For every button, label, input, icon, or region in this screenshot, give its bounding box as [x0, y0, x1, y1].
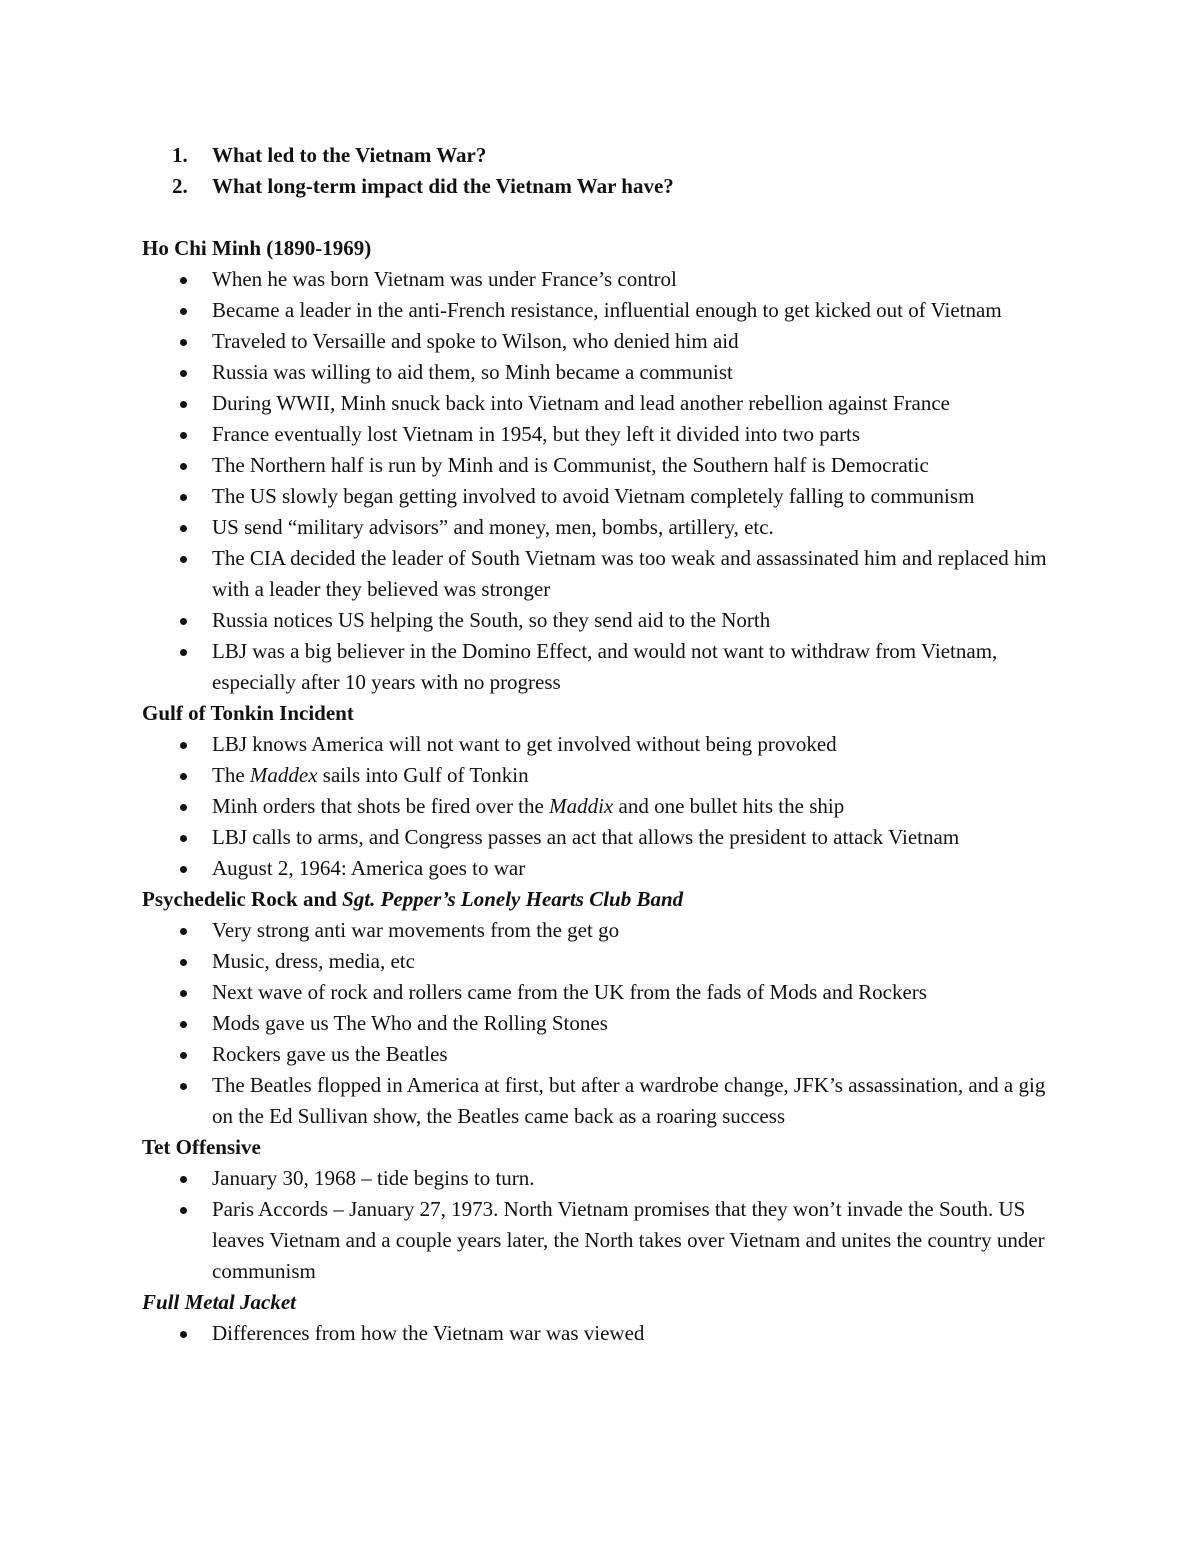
- bullet-list-tet-offensive: [142, 1163, 1102, 1287]
- ship-name: Maddix: [549, 794, 614, 818]
- bullet-item: [142, 1163, 1102, 1194]
- bullet-item: [142, 388, 1102, 419]
- bullet-dot-icon: [180, 804, 187, 811]
- bullet-text: Music, dress, media, etc: [212, 949, 415, 973]
- question-list: [142, 140, 1102, 202]
- bullet-item: [142, 946, 1102, 977]
- bullet-text: Mods gave us The Who and the Rolling Stones: [212, 1011, 608, 1035]
- bullet-text: When he was born Vietnam was under France’s control: [212, 267, 677, 291]
- bullet-text: Rockers gave us the Beatles: [212, 1042, 448, 1066]
- question-item: [142, 171, 1102, 202]
- bullet-dot-icon: [180, 370, 187, 377]
- bullet-item: [142, 543, 1102, 605]
- bullet-item: [142, 605, 1102, 636]
- bullet-dot-icon: [180, 1021, 187, 1028]
- bullet-dot-icon: [180, 308, 187, 315]
- bullet-item: [142, 822, 1102, 853]
- section-heading-ho-chi-minh: Ho Chi Minh (1890-1969): [142, 236, 372, 260]
- bullet-list-full-metal-jacket: [142, 1318, 1102, 1349]
- bullet-dot-icon: [180, 401, 187, 408]
- bullet-dot-icon: [180, 1176, 187, 1183]
- bullet-item: [142, 450, 1102, 481]
- bullet-item: [142, 791, 1102, 822]
- album-title: Sgt. Pepper’s Lonely Hearts Club Band: [342, 887, 684, 911]
- bullet-dot-icon: [180, 866, 187, 873]
- heading-text: Psychedelic Rock and: [142, 887, 343, 911]
- bullet-text: Next wave of rock and rollers came from the UK from the fads of Mods and Rockers: [212, 980, 927, 1004]
- bullet-item: [142, 1008, 1102, 1039]
- bullet-text: The US slowly began getting involved to avoid Vietnam completely falling to communism: [212, 484, 975, 508]
- bullet-text: The: [212, 763, 250, 787]
- bullet-item: [142, 729, 1102, 760]
- bullet-item: [142, 636, 1102, 698]
- bullet-text: Paris Accords – January 27, 1973. North Vietnam promises that they won’t invade the South. US leaves Vietnam and a couple years later, the North takes over Vietnam and unites the country under communism: [212, 1197, 1045, 1283]
- bullet-list-gulf-of-tonkin: [142, 729, 1102, 884]
- bullet-dot-icon: [180, 494, 187, 501]
- bullet-list-psychedelic-rock: [142, 915, 1102, 1132]
- bullet-item: [142, 419, 1102, 450]
- bullet-text: LBJ knows America will not want to get involved without being provoked: [212, 732, 837, 756]
- bullet-text: and one bullet hits the ship: [613, 794, 845, 818]
- bullet-dot-icon: [180, 1331, 187, 1338]
- bullet-item: [142, 481, 1102, 512]
- bullet-text: August 2, 1964: America goes to war: [212, 856, 526, 880]
- bullet-dot-icon: [180, 959, 187, 966]
- section-heading-tet-offensive: Tet Offensive: [142, 1135, 261, 1159]
- notes-content: [142, 233, 1102, 1349]
- bullet-text: Russia notices US helping the South, so they send aid to the North: [212, 608, 771, 632]
- bullet-dot-icon: [180, 990, 187, 997]
- section-heading-psychedelic-rock: [142, 884, 1102, 915]
- question-text: What long-term impact did the Vietnam War have?: [212, 174, 674, 198]
- bullet-item: [142, 915, 1102, 946]
- bullet-list-ho-chi-minh: [142, 264, 1102, 698]
- bullet-dot-icon: [180, 1052, 187, 1059]
- bullet-text: US send “military advisors” and money, men, bombs, artillery, etc.: [212, 515, 774, 539]
- bullet-dot-icon: [180, 339, 187, 346]
- bullet-item: [142, 326, 1102, 357]
- bullet-dot-icon: [180, 618, 187, 625]
- bullet-dot-icon: [180, 1083, 187, 1090]
- bullet-item: [142, 357, 1102, 388]
- section-heading-full-metal-jacket: Full Metal Jacket: [142, 1290, 296, 1314]
- bullet-text: sails into Gulf of Tonkin: [317, 763, 529, 787]
- bullet-item: [142, 1039, 1102, 1070]
- bullet-item: [142, 977, 1102, 1008]
- bullet-dot-icon: [180, 463, 187, 470]
- bullet-item: [142, 760, 1102, 791]
- bullet-text: Russia was willing to aid them, so Minh became a communist: [212, 360, 733, 384]
- section-heading-gulf-of-tonkin: Gulf of Tonkin Incident: [142, 701, 354, 725]
- bullet-dot-icon: [180, 1207, 187, 1214]
- question-item: [142, 140, 1102, 171]
- bullet-item: [142, 1070, 1102, 1132]
- bullet-text: LBJ was a big believer in the Domino Effect, and would not want to withdraw from Vietnam, especially after 10 years with no progress: [212, 639, 998, 694]
- bullet-item: [142, 512, 1102, 543]
- bullet-text: During WWII, Minh snuck back into Vietnam and lead another rebellion against France: [212, 391, 950, 415]
- bullet-text: Very strong anti war movements from the get go: [212, 918, 620, 942]
- question-text: What led to the Vietnam War?: [212, 143, 487, 167]
- bullet-text: The CIA decided the leader of South Vietnam was too weak and assassinated him and replaced him with a leader they believed was stronger: [212, 546, 1047, 601]
- ship-name: Maddex: [249, 763, 318, 787]
- bullet-item: [142, 1194, 1102, 1287]
- bullet-text: Differences from how the Vietnam war was viewed: [212, 1321, 645, 1345]
- bullet-text: January 30, 1968 – tide begins to turn.: [212, 1166, 535, 1190]
- bullet-item: [142, 853, 1102, 884]
- question-number: 2.: [172, 174, 188, 198]
- bullet-dot-icon: [180, 835, 187, 842]
- bullet-dot-icon: [180, 432, 187, 439]
- bullet-text: France eventually lost Vietnam in 1954, but they left it divided into two parts: [212, 422, 861, 446]
- bullet-dot-icon: [180, 556, 187, 563]
- bullet-dot-icon: [180, 525, 187, 532]
- bullet-text: LBJ calls to arms, and Congress passes an act that allows the president to attack Vietnam: [212, 825, 960, 849]
- question-number: 1.: [172, 143, 188, 167]
- bullet-item: [142, 295, 1102, 326]
- bullet-dot-icon: [180, 649, 187, 656]
- bullet-text: Became a leader in the anti-French resistance, influential enough to get kicked out of Vietnam: [212, 298, 1002, 322]
- bullet-text: Minh orders that shots be fired over the: [212, 794, 550, 818]
- bullet-dot-icon: [180, 928, 187, 935]
- bullet-dot-icon: [180, 773, 187, 780]
- bullet-text: Traveled to Versaille and spoke to Wilson, who denied him aid: [212, 329, 739, 353]
- bullet-dot-icon: [180, 277, 187, 284]
- bullet-text: The Northern half is run by Minh and is Communist, the Southern half is Democratic: [212, 453, 929, 477]
- bullet-dot-icon: [180, 742, 187, 749]
- bullet-item: [142, 1318, 1102, 1349]
- bullet-text: The Beatles flopped in America at first, but after a wardrobe change, JFK’s assassination, and a gig on the Ed Sullivan show, the Beatles came back as a roaring success: [212, 1073, 1046, 1128]
- bullet-item: [142, 264, 1102, 295]
